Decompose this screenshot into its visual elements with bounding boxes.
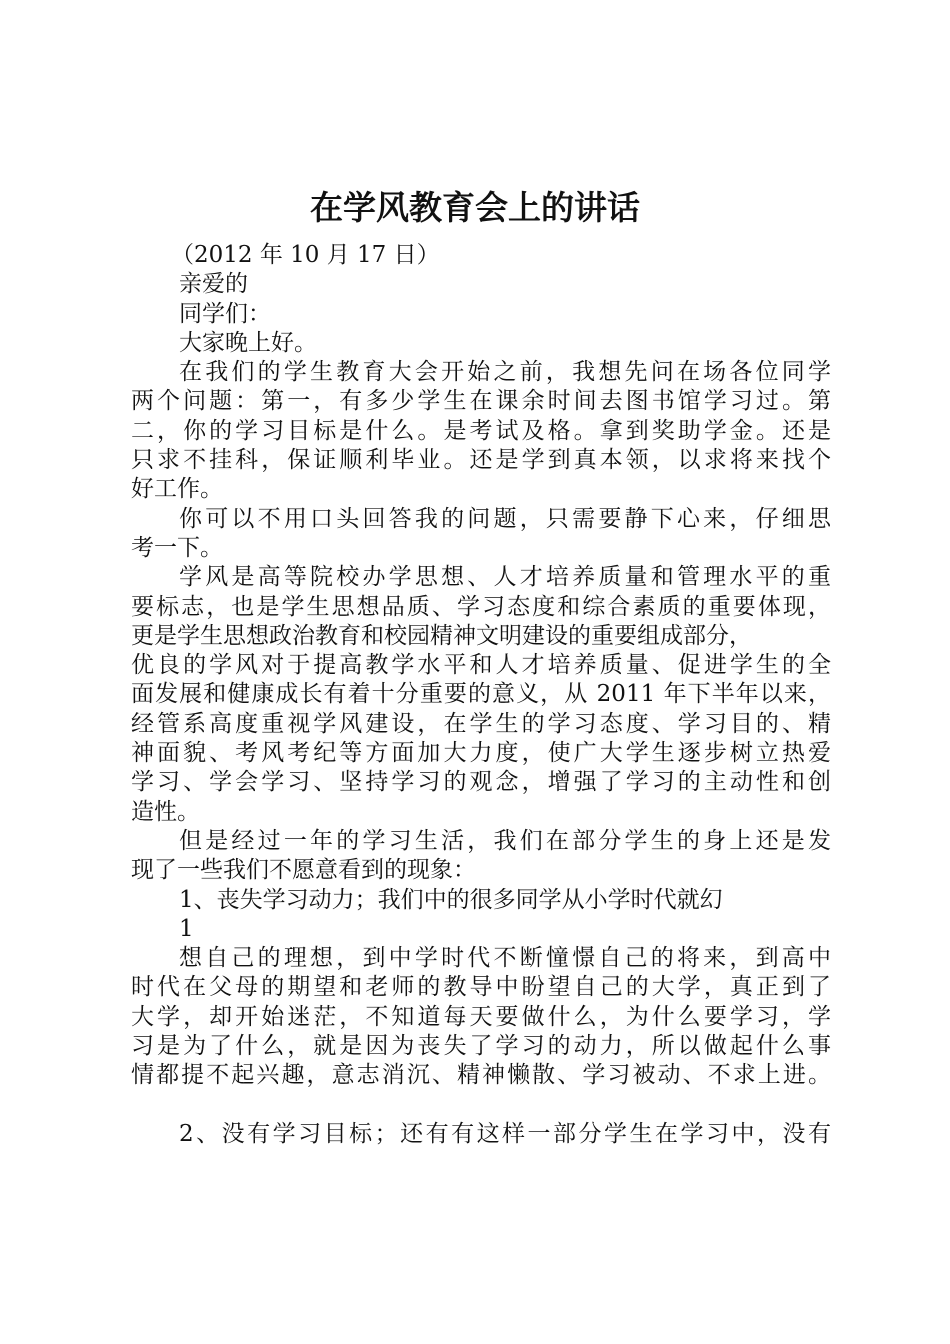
text-line: 更是学生思想政治教育和校园精神文明建设的重要组成部分， <box>131 622 752 649</box>
text-line: 同学们： <box>179 300 271 327</box>
text-line: 优良的学风对于提高教学水平和人才培养质量、促进学生的全 <box>131 652 831 679</box>
text-line: 情都提不起兴趣，意志消沉、精神懒散、学习被动、不求上进。 <box>131 1062 831 1089</box>
text-line: 亲爱的 <box>179 271 248 298</box>
text-line: 1、丧失学习动力；我们中的很多同学从小学时代就幻 <box>179 886 723 913</box>
text-line: 经管系高度重视学风建设，在学生的学习态度、学习目的、精 <box>131 710 831 737</box>
text-line: 2、没有学习目标；还有有这样一部分学生在学习中，没有 <box>179 1120 831 1147</box>
text-line: 但是经过一年的学习生活，我们在部分学生的身上还是发 <box>179 827 831 854</box>
text-line: 你可以不用口头回答我的问题，只需要静下心来，仔细思 <box>179 505 831 532</box>
document-body <box>131 241 831 1149</box>
text-line: 二，你的学习目标是什么。是考试及格。拿到奖助学金。还是 <box>131 417 831 444</box>
text-line: 面发展和健康成长有着十分重要的意义，从 2011 年下半年以来， <box>131 681 831 708</box>
text-line: 大学，却开始迷茫，不知道每天要做什么，为什么要学习，学 <box>131 1003 831 1030</box>
text-line: 造性。 <box>131 798 200 825</box>
text-line: 习是为了什么，就是因为丧失了学习的动力，所以做起什么事 <box>131 1033 831 1060</box>
text-line: 现了一些我们不愿意看到的现象： <box>131 857 476 884</box>
text-line: （2012 年 10 月 17 日） <box>171 242 440 268</box>
text-line: 时代在父母的期望和老师的教导中盼望自己的大学，真正到了 <box>131 974 831 1001</box>
page-number: 1 <box>179 915 194 942</box>
text-line: 要标志，也是学生思想品质、学习态度和综合素质的重要体现， <box>131 593 831 620</box>
text-line: 学习、学会学习、坚持学习的观念，增强了学习的主动性和创 <box>131 769 831 796</box>
text-line: 神面貌、考风考纪等方面加大力度，使广大学生逐步树立热爱 <box>131 740 831 767</box>
text-line: 好工作。 <box>131 476 223 503</box>
text-line: 想自己的理想，到中学时代不断憧憬自己的将来，到高中 <box>179 945 831 972</box>
text-line: 只求不挂科，保证顺利毕业。还是学到真本领，以求将来找个 <box>131 447 831 474</box>
text-line: 大家晚上好。 <box>179 329 317 356</box>
text-line: 学风是高等院校办学思想、人才培养质量和管理水平的重 <box>179 564 831 591</box>
text-line: 考一下。 <box>131 534 223 561</box>
document-title: 在学风教育会上的讲话 <box>310 188 640 227</box>
text-line: 两个问题：第一，有多少学生在课余时间去图书馆学习过。第 <box>131 388 831 415</box>
blank-line <box>131 1091 831 1120</box>
text-line: 在我们的学生教育大会开始之前，我想先问在场各位同学 <box>179 359 831 386</box>
